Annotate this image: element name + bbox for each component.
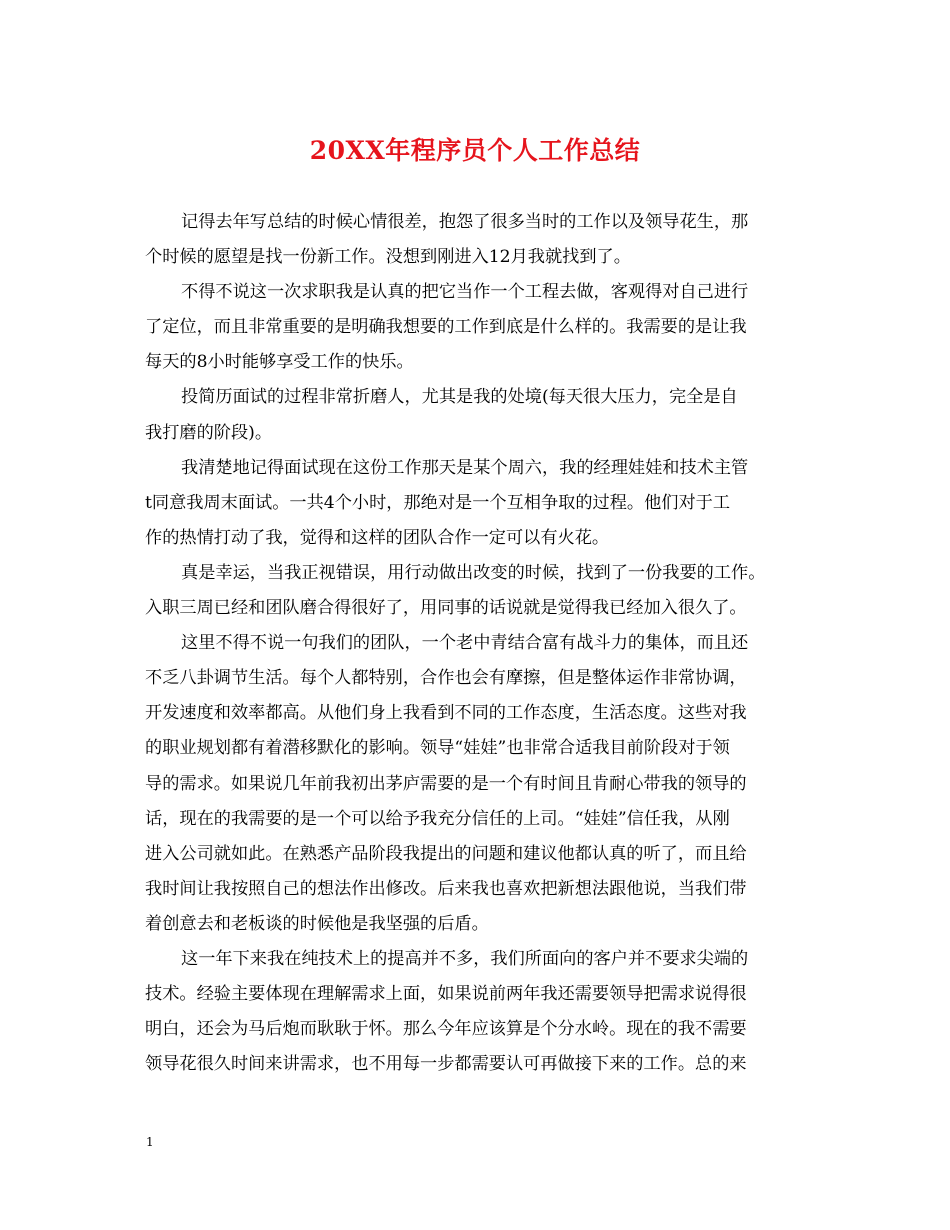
body-line: 明白，还会为马后炮而耿耿于怀。那么今年应该算是个分水岭。现在的我不需要 <box>145 1019 747 1040</box>
body-line: 记得去年写总结的时候心情很差，抱怨了很多当时的工作以及领导花生，那 <box>181 212 749 232</box>
body-line: 导的需求。如果说几年前我初出茅庐需要的是一个有时间且肯耐心带我的领导的 <box>145 773 747 794</box>
body-line: 投简历面试的过程非常折磨人，尤其是我的处境(每天很大压力，完全是自 <box>181 387 738 408</box>
body-line: 领导花很久时间来讲需求，也不用每一步都需要认可再做接下来的工作。总的来 <box>145 1054 747 1075</box>
body-line: 入职三周已经和团队磨合得很好了，用同事的话说就是觉得我已经加入很久了。 <box>145 598 747 619</box>
body-line: 着创意去和老板谈的时候他是我坚强的后盾。 <box>145 913 489 934</box>
body-line: 作的热情打动了我，觉得和这样的团队合作一定可以有火花。 <box>145 527 610 548</box>
body-line: 每天的8小时能够享受工作的快乐。 <box>145 352 414 373</box>
body-line: 进入公司就如此。在熟悉产品阶段我提出的问题和建议他都认真的听了，而且给 <box>145 843 747 864</box>
page-number: 1 <box>146 1135 154 1149</box>
body-line: 开发速度和效率都高。从他们身上我看到不同的工作态度，生活态度。这些对我 <box>145 703 747 724</box>
document-body <box>145 205 803 1082</box>
body-line: 我时间让我按照自己的想法作出修改。后来我也喜欢把新想法跟他说，当我们带 <box>145 878 747 899</box>
body-line: 真是幸运，当我正视错误，用行动做出改变的时候，找到了一份我要的工作。 <box>181 562 766 583</box>
body-line: 技术。经验主要体现在理解需求上面，如果说前两年我还需要领导把需求说得很 <box>145 984 747 1005</box>
body-line: 这里不得不说一句我们的团队，一个老中青结合富有战斗力的集体，而且还 <box>181 633 749 654</box>
body-line: t同意我周末面试。一共4个小时，那绝对是一个互相争取的过程。他们对于工 <box>145 492 731 513</box>
body-line: 的职业规划都有着潜移默化的影响。领导“娃娃”也非常合适我目前阶段对于领 <box>145 738 730 759</box>
body-line: 个时候的愿望是找一份新工作。没想到刚进入12月我就找到了。 <box>145 247 631 268</box>
body-line: 话，现在的我需要的是一个可以给予我充分信任的上司。“娃娃”信任我，从刚 <box>145 808 730 829</box>
body-line: 这一年下来我在纯技术上的提高并不多，我们所面向的客户并不要求尖端的 <box>181 948 749 969</box>
body-line: 不乏八卦调节生活。每个人都特别，合作也会有摩擦，但是整体运作非常协调， <box>145 668 747 689</box>
body-line: 了定位，而且非常重要的是明确我想要的工作到底是什么样的。我需要的是让我 <box>145 317 747 338</box>
body-line: 我打磨的阶段)。 <box>145 422 273 443</box>
body-line: 我清楚地记得面试现在这份工作那天是某个周六，我的经理娃娃和技术主管 <box>181 457 749 478</box>
body-line: 不得不说这一次求职我是认真的把它当作一个工程去做，客观得对自己进行 <box>181 282 749 303</box>
document-title: 20XX年程序员个人工作总结 <box>309 136 641 165</box>
